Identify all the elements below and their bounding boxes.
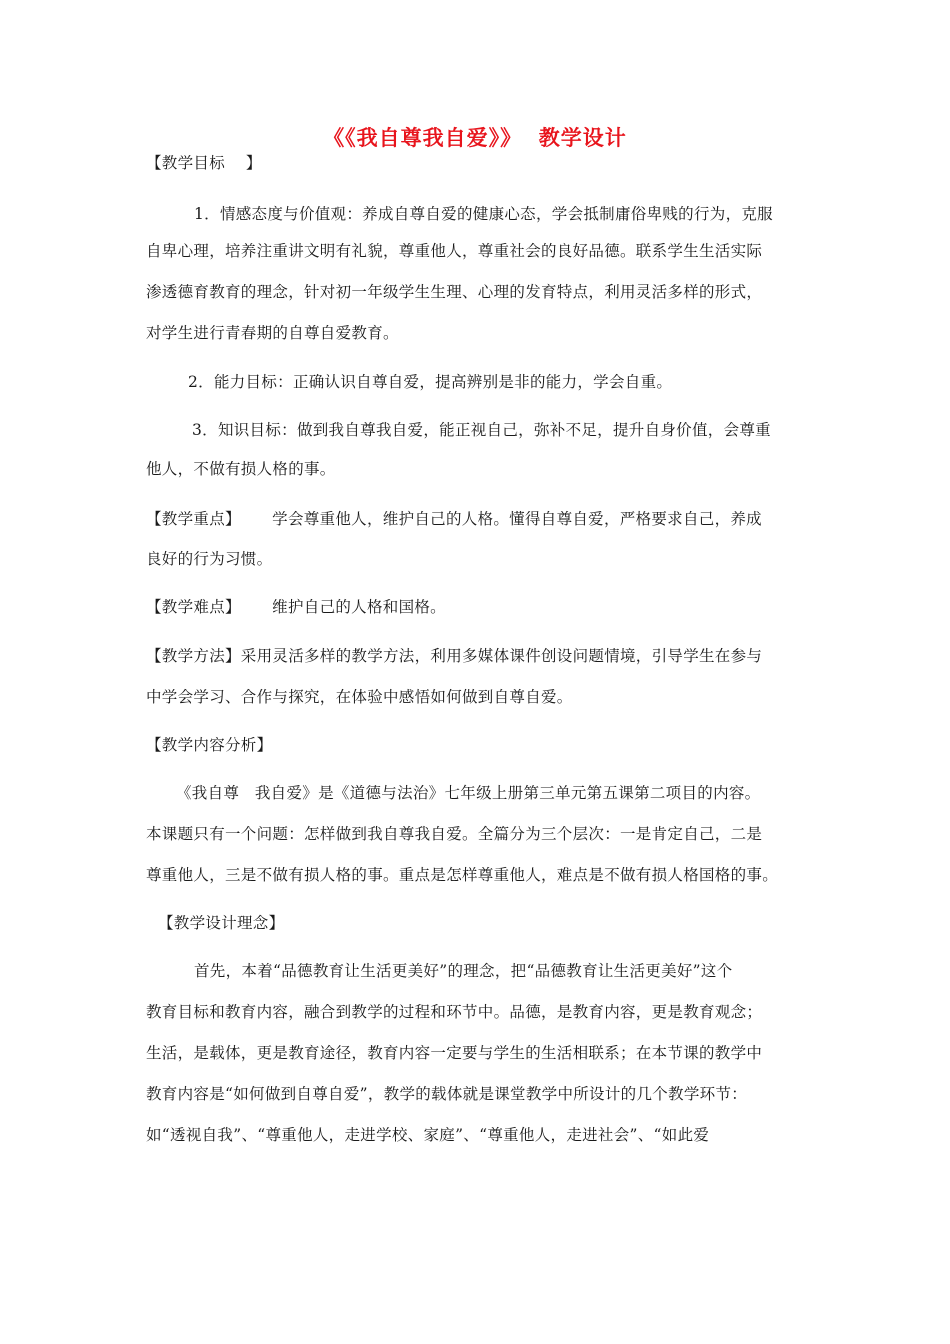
paragraph-line: 良好的行为习惯。 [146, 550, 273, 568]
paragraph-line: 中学会学习、合作与探究，在体验中感悟如何做到自尊自爱。 [146, 688, 573, 706]
paragraph-line: 生活，是载体，更是教育途径，教育内容一定要与学生的生活相联系；在本节课的教学中 [146, 1044, 763, 1062]
paragraph-line: 3．知识目标：做到我自尊我自爱，能正视自己，弥补不足，提升自身价值，会尊重 [192, 421, 771, 439]
paragraph-line: 渗透德育教育的理念，针对初一年级学生生理、心理的发育特点，利用灵活多样的形式， [146, 283, 763, 301]
paragraph-line: 本课题只有一个问题：怎样做到我自尊我自爱。全篇分为三个层次：一是肯定自己，二是 [146, 825, 763, 843]
section-key-points: 【教学重点】 学会尊重他人，维护自己的人格。懂得自尊自爱，严格要求自己，养成 [146, 510, 762, 528]
paragraph-line: 教育内容是“如何做到自尊自爱”，教学的载体就是课堂教学中所设计的几个教学环节： [146, 1085, 748, 1103]
paragraph-line: 《我自尊 我自爱》是《道德与法治》七年级上册第三单元第五课第二项目的内容。 [176, 784, 761, 802]
section-heading-content-analysis: 【教学内容分析】 [146, 736, 273, 754]
paragraph-line: 自卑心理，培养注重讲文明有礼貌，尊重他人，尊重社会的良好品德。联系学生生活实际 [146, 242, 763, 260]
paragraph-line: 2．能力目标：正确认识自尊自爱，提高辨别是非的能力，学会自重。 [188, 373, 673, 391]
paragraph-line: 尊重他人，三是不做有损人格的事。重点是怎样尊重他人，难点是不做有损人格国格的事。 [146, 866, 779, 884]
paragraph-line: 教育目标和教育内容，融合到教学的过程和环节中。品德，是教育内容，更是教育观念； [146, 1003, 763, 1021]
paragraph-line: 首先，本着“品德教育让生活更美好”的理念，把“品德教育让生活更美好”这个 [194, 962, 733, 980]
paragraph-line: 1．情感态度与价值观：养成自尊自爱的健康心态，学会抵制庸俗卑贱的行为，克服 [194, 205, 773, 223]
section-methods: 【教学方法】采用灵活多样的教学方法，利用多媒体课件创设问题情境，引导学生在参与 [146, 647, 763, 665]
section-difficulties: 【教学难点】 维护自己的人格和国格。 [146, 598, 446, 616]
paragraph-line: 如“透视自我”、“尊重他人，走进学校、家庭”、“尊重他人，走进社会”、“如此爱 [146, 1126, 710, 1144]
section-heading-design-concept: 【教学设计理念】 [158, 914, 285, 932]
document-title: 《《我自尊我自爱》》 教学设计 [323, 126, 627, 150]
paragraph-line: 他人，不做有损人格的事。 [146, 460, 336, 478]
section-heading-objectives: 【教学目标 】 [146, 154, 262, 172]
paragraph-line: 对学生进行青春期的自尊自爱教育。 [146, 324, 399, 342]
